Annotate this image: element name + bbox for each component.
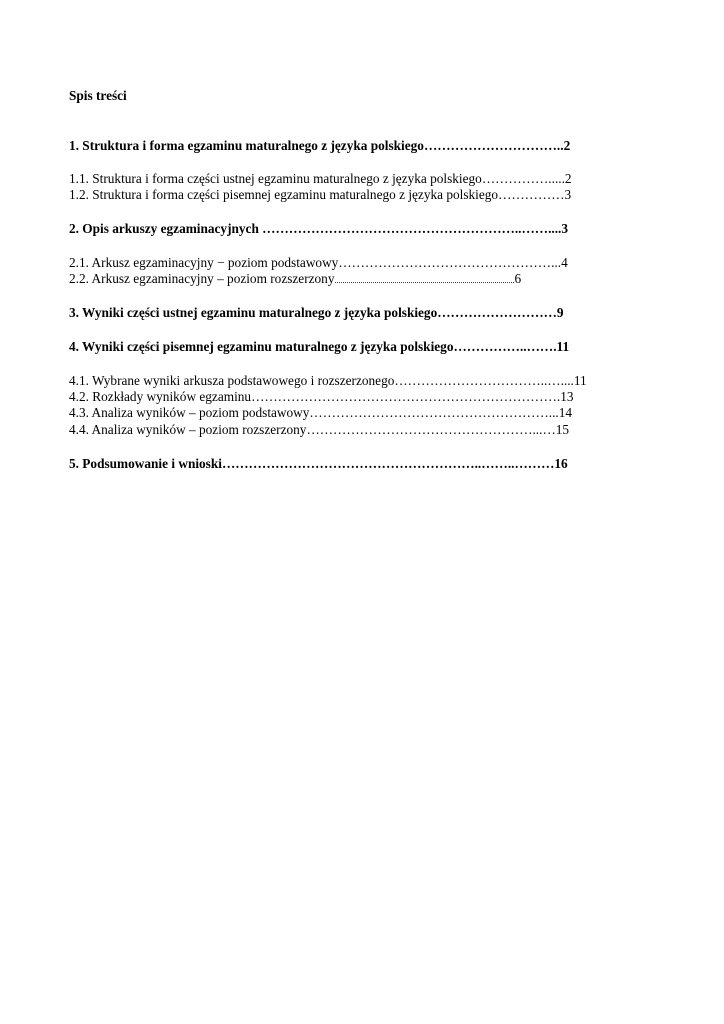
toc-entry-title: 4. Wyniki części pisemnej egzaminu maturalnego z języka polskiego — [69, 339, 454, 354]
toc-entry-1-1[interactable] — [69, 171, 572, 187]
toc-entry-2-2[interactable] — [69, 271, 521, 289]
toc-entry-2[interactable] — [69, 221, 568, 237]
toc-entry-title: 1.1. Struktura i forma części ustnej egzaminu maturalnego z języka polskiego — [69, 171, 482, 186]
toc-entry-title: 5. Podsumowanie i wnioski — [69, 456, 222, 471]
toc-entry-leader: …………………………………………... — [338, 255, 562, 270]
toc-entry-leader: ……………………… — [437, 305, 557, 320]
toc-entry-4-3[interactable] — [69, 405, 572, 421]
toc-entry-leader: ……………………………..….... — [394, 373, 574, 388]
toc-entry-page: 14 — [558, 405, 573, 420]
toc-entry-title: 1. Struktura i forma egzaminu maturalnego z języka polskiego — [69, 138, 424, 153]
toc-entry-leader: …………… — [498, 187, 565, 202]
toc-entry-page: 13 — [560, 389, 574, 404]
toc-entry-page: 3 — [561, 221, 569, 236]
toc-entry-leader: …………………………………………………..…….... — [258, 221, 562, 236]
toc-entry-page: 4 — [561, 255, 568, 270]
toc-entry-2-1[interactable] — [69, 255, 568, 271]
toc-entry-title: 4.1. Wybrane wyniki arkusza podstawowego i rozszerzonego — [69, 373, 395, 388]
toc-entry-leader: ……………………………………………………………. — [251, 389, 561, 404]
toc-entry-title: 4.2. Rozkłady wyników egzaminu — [69, 389, 252, 404]
toc-entry-leader: ……………..……. — [453, 339, 557, 354]
toc-entry-page: 6 — [514, 271, 522, 286]
toc-entry-leader: ……………..... — [481, 171, 565, 186]
toc-entry-page: 11 — [573, 373, 587, 388]
toc-entry-leader: …………………………………………………..……..……… — [221, 456, 555, 471]
toc-entry-title: 2.1. Arkusz egzaminacyjny − poziom podstawowy — [69, 255, 339, 270]
toc-entry-page: 16 — [554, 456, 568, 471]
toc-entry-title: 1.2. Struktura i forma części pisemnej egzaminu maturalnego z języka polskiego — [69, 187, 499, 202]
toc-entry-leader: ………………………….. — [423, 138, 564, 153]
toc-entry-1-2[interactable] — [69, 187, 571, 203]
toc-entry-title: 3. Wyniki części ustnej egzaminu maturalnego z języka polskiego — [69, 305, 438, 320]
toc-entry-page: 3 — [564, 187, 572, 202]
toc-entry-title: 4.4. Analiza wyników – poziom rozszerzony — [69, 422, 307, 437]
toc-entry-page: 2 — [563, 138, 571, 153]
toc-entry-page: 11 — [556, 339, 570, 354]
toc-heading: Spis treści — [69, 88, 127, 103]
toc-entry-leader: .......................................................................................... — [334, 276, 515, 285]
toc-entry-page: 2 — [564, 171, 572, 186]
toc-entry-4-2[interactable] — [69, 389, 574, 405]
toc-entry-title: 2. Opis arkuszy egzaminacyjnych — [69, 221, 259, 236]
toc-entry-5[interactable] — [69, 456, 568, 472]
toc-entry-1[interactable] — [69, 138, 570, 154]
toc-entry-4-4[interactable] — [69, 422, 569, 438]
toc-entry-3[interactable] — [69, 305, 564, 321]
toc-entry-page: 15 — [555, 422, 570, 437]
toc-entry-4[interactable] — [69, 339, 569, 355]
toc-entry-title: 4.3. Analiza wyników – poziom podstawowy — [69, 405, 310, 420]
toc-entry-leader: ………………………………………………... — [309, 405, 559, 420]
toc-entry-title: 2.2. Arkusz egzaminacyjny – poziom rozszerzony — [69, 271, 335, 286]
toc-entry-4-1[interactable] — [69, 373, 587, 389]
toc-entry-page: 9 — [556, 305, 564, 320]
toc-entry-leader: ……………………………………………...… — [306, 422, 556, 437]
